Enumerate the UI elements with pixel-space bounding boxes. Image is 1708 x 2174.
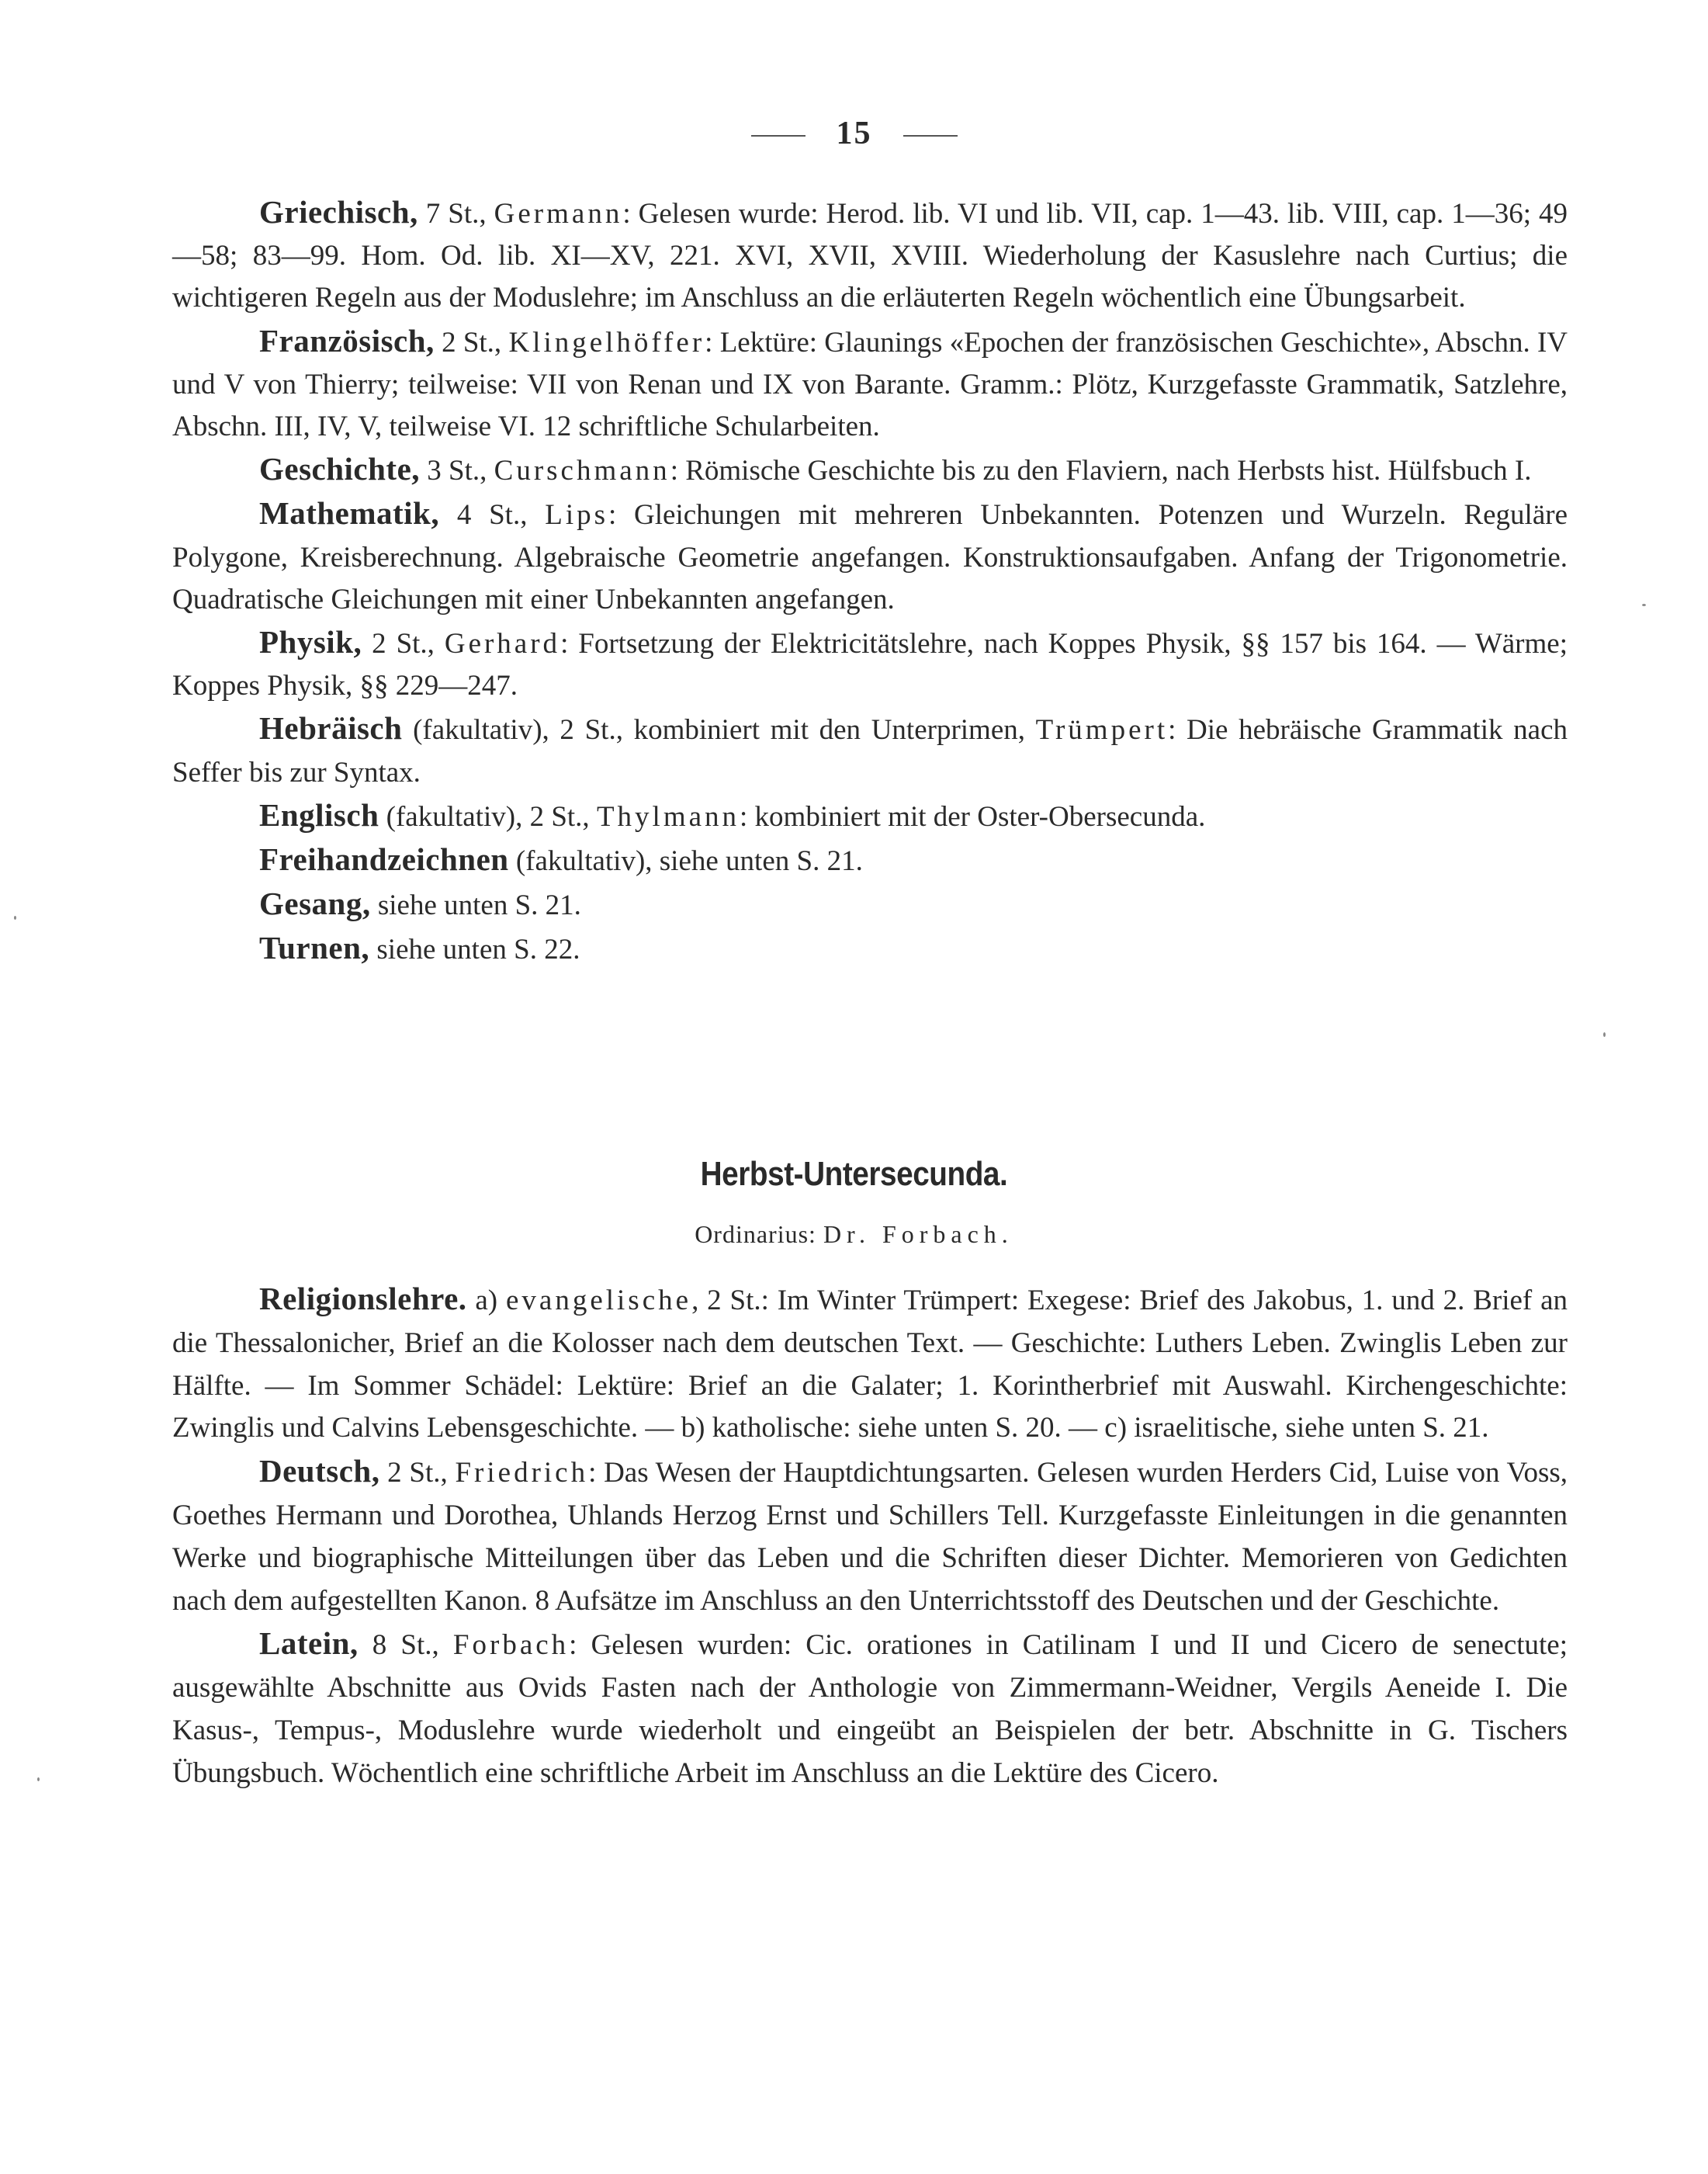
entry-text: 3 St., xyxy=(420,455,494,487)
section-oberprima-continued xyxy=(172,191,1568,972)
entry-hebraeisch xyxy=(172,707,1568,793)
entry-text: siehe unten S. 22. xyxy=(369,934,580,966)
teacher-name: Friedrich xyxy=(455,1457,589,1489)
entry-gesang xyxy=(172,882,1568,927)
subject-label: Turnen, xyxy=(259,930,370,966)
entry-rest: : Fortsetzung der Elektricitätslehre, nach Koppes Physik, §§ 157 bis 164. — Wärme; Koppes Physik, §§ 229—247. xyxy=(172,628,1568,702)
teacher-name: Germann xyxy=(494,198,623,230)
teacher-name: Curschmann xyxy=(494,455,670,487)
entry-rest: : Römische Geschichte bis zu den Flaviern, nach Herbsts hist. Hülfsbuch I. xyxy=(670,455,1532,487)
paper-speck xyxy=(1603,1032,1606,1037)
entry-text: (fakultativ), 2 St., kombiniert mit den Unterprimen, xyxy=(402,714,1036,747)
subject-label: Französisch, xyxy=(259,322,435,359)
entry-rest: : Das Wesen der Hauptdichtungsarten. Gelesen wurden Herders Cid, Luise von Voss, Goethes Hermann und Dorothea, Uhlands Herzog Ernst und Schillers Tell. Kurzgefasste Einleitungen in die genannten Werke und biographische Mitteilungen über das Leben und die Schriften dieser Dichter. Memorieren von Gedichten nach dem aufgestellten Kanon. 8 Aufsätze im Anschluss an den Unterrichtsstoff des Deutschen und der Geschichte. xyxy=(172,1457,1568,1617)
subject-label: Religionslehre. xyxy=(259,1281,467,1316)
subject-label: Englisch xyxy=(259,796,379,833)
section-title: Herbst-Untersecunda. xyxy=(700,1155,1008,1193)
entry-text: 7 St., xyxy=(417,198,494,230)
entry-rest: : kombiniert mit der Oster-Obersecunda. xyxy=(740,800,1206,833)
entry-text: 2 St., xyxy=(379,1457,456,1489)
entry-latein xyxy=(172,1622,1568,1794)
entry-rest: : Gelesen wurden: Cic. orationes in Catilinam I und II und Cicero de senectute; ausgewählte Abschnitte aus Ovids Fasten nach der Anthologie von Zimmermann-Weidner, Vergils Aeneide I. Die Kasus-, Tempus-, Moduslehre wurde wiederholt und eingeübt an Beispielen der betr. Abschnitte in G. Tischers Übungsbuch. Wöchentlich eine schriftliche Arbeit im Anschluss an die Lektüre des Cicero. xyxy=(172,1629,1568,1789)
entry-rest: : Gelesen wurde: Herod. lib. VI und lib. VII, cap. 1—43. lib. VIII, cap. 1—36; 49—58; 83—99. Hom. Od. lib. XI—XV, 221. XVI, XVII, XVIII. Wiederholung der Kasuslehre nach Curtius; die wichtigeren Regeln aus der Moduslehre; im Anschluss an die erläuterten Regeln wöchentlich eine Übungsarbeit. xyxy=(172,198,1568,314)
entry-griechisch xyxy=(172,191,1568,320)
entry-rest: : Lektüre: Glaunings «Epochen der französischen Geschichte», Abschn. IV und V von Thierry; teilweise: VII von Renan und IX von Barante. Gramm.: Plötz, Kurzgefasste Grammatik, Satzlehre, Abschn. III, IV, V, teilweise VI. 12 schriftliche Schularbeiten. xyxy=(172,326,1568,443)
paper-speck xyxy=(37,1777,40,1781)
subject-label: Mathematik, xyxy=(259,495,440,532)
entry-deutsch xyxy=(172,1450,1568,1622)
entry-freihandzeichnen xyxy=(172,838,1568,882)
subject-label: Deutsch, xyxy=(259,1453,380,1489)
paper-speck xyxy=(14,916,16,920)
teacher-name: Lips xyxy=(545,499,608,532)
subject-label: Geschichte, xyxy=(259,451,421,487)
entry-franzoesisch xyxy=(172,320,1568,449)
entry-englisch xyxy=(172,794,1568,838)
entry-text: (fakultativ), siehe unten S. 21. xyxy=(508,845,863,878)
entry-mathematik xyxy=(172,492,1568,621)
page-number xyxy=(0,115,1708,152)
subject-label: Physik, xyxy=(259,624,362,661)
entry-text: siehe unten S. 21. xyxy=(370,889,581,922)
entry-text: 8 St., xyxy=(358,1629,453,1662)
page-number-dash-right xyxy=(903,135,958,137)
teacher-name: Gerhard xyxy=(444,628,561,661)
subject-label: Hebräisch xyxy=(259,710,403,747)
entry-text: 2 St., xyxy=(434,326,509,359)
entry-text: 4 St., xyxy=(439,499,546,532)
entry-religionslehre xyxy=(172,1278,1568,1450)
page-number-text: 15 xyxy=(836,116,872,151)
entry-text: a) xyxy=(466,1285,506,1316)
section-herbst-untersecunda xyxy=(172,1278,1568,1795)
teacher-name: Klingelhöffer xyxy=(508,326,705,359)
ordinarius-name: Dr. Forbach. xyxy=(823,1220,1013,1248)
entry-turnen xyxy=(172,927,1568,971)
teacher-name: Trümpert xyxy=(1035,714,1169,747)
entry-geschichte xyxy=(172,448,1568,492)
entry-rest: , 2 St.: Im Winter Trümpert: Exegese: Brief des Jakobus, 1. und 2. Brief an die Thessalonicher, Brief an die Kolosser nach dem deutschen Text. — Geschichte: Luthers Leben. Zwinglis Leben zur Hälfte. — Im Sommer Schädel: Lektüre: Brief an die Galater; 1. Korintherbrief mit Auswahl. Kirchengeschichte: Zwinglis und Calvins Lebensgeschichte. — b) katholische: siehe unten S. 20. — c) israelitische, siehe unten S. 21. xyxy=(172,1285,1568,1444)
teacher-name: Forbach xyxy=(452,1629,570,1662)
subject-label: Latein, xyxy=(259,1625,359,1662)
entry-rest: : Die hebräische Grammatik nach Seffer bis zur Syntax. xyxy=(172,714,1568,789)
entry-text: (fakultativ), 2 St., xyxy=(379,800,597,833)
entry-physik xyxy=(172,621,1568,707)
entry-text: 2 St., xyxy=(362,628,445,661)
ordinarius-label: Ordinarius: xyxy=(695,1220,816,1248)
teacher-name: Thylmann xyxy=(596,800,740,833)
teacher-name: evangelische xyxy=(505,1285,692,1316)
subject-label: Freihandzeichnen xyxy=(259,841,509,878)
subject-label: Griechisch, xyxy=(259,194,418,230)
ordinarius-line xyxy=(0,1220,1708,1249)
subject-label: Gesang, xyxy=(259,886,371,922)
page-number-dash-left xyxy=(751,135,805,137)
entry-rest: : Gleichungen mit mehreren Unbekannten. Potenzen und Wurzeln. Reguläre Polygone, Kreisberechnung. Algebraische Geometrie angefangen. Konstruktionsaufgaben. Anfang der Trigonometrie. Quadratische Gleichungen mit einer Unbekannten angefangen. xyxy=(172,499,1568,615)
paper-speck xyxy=(1642,604,1646,606)
